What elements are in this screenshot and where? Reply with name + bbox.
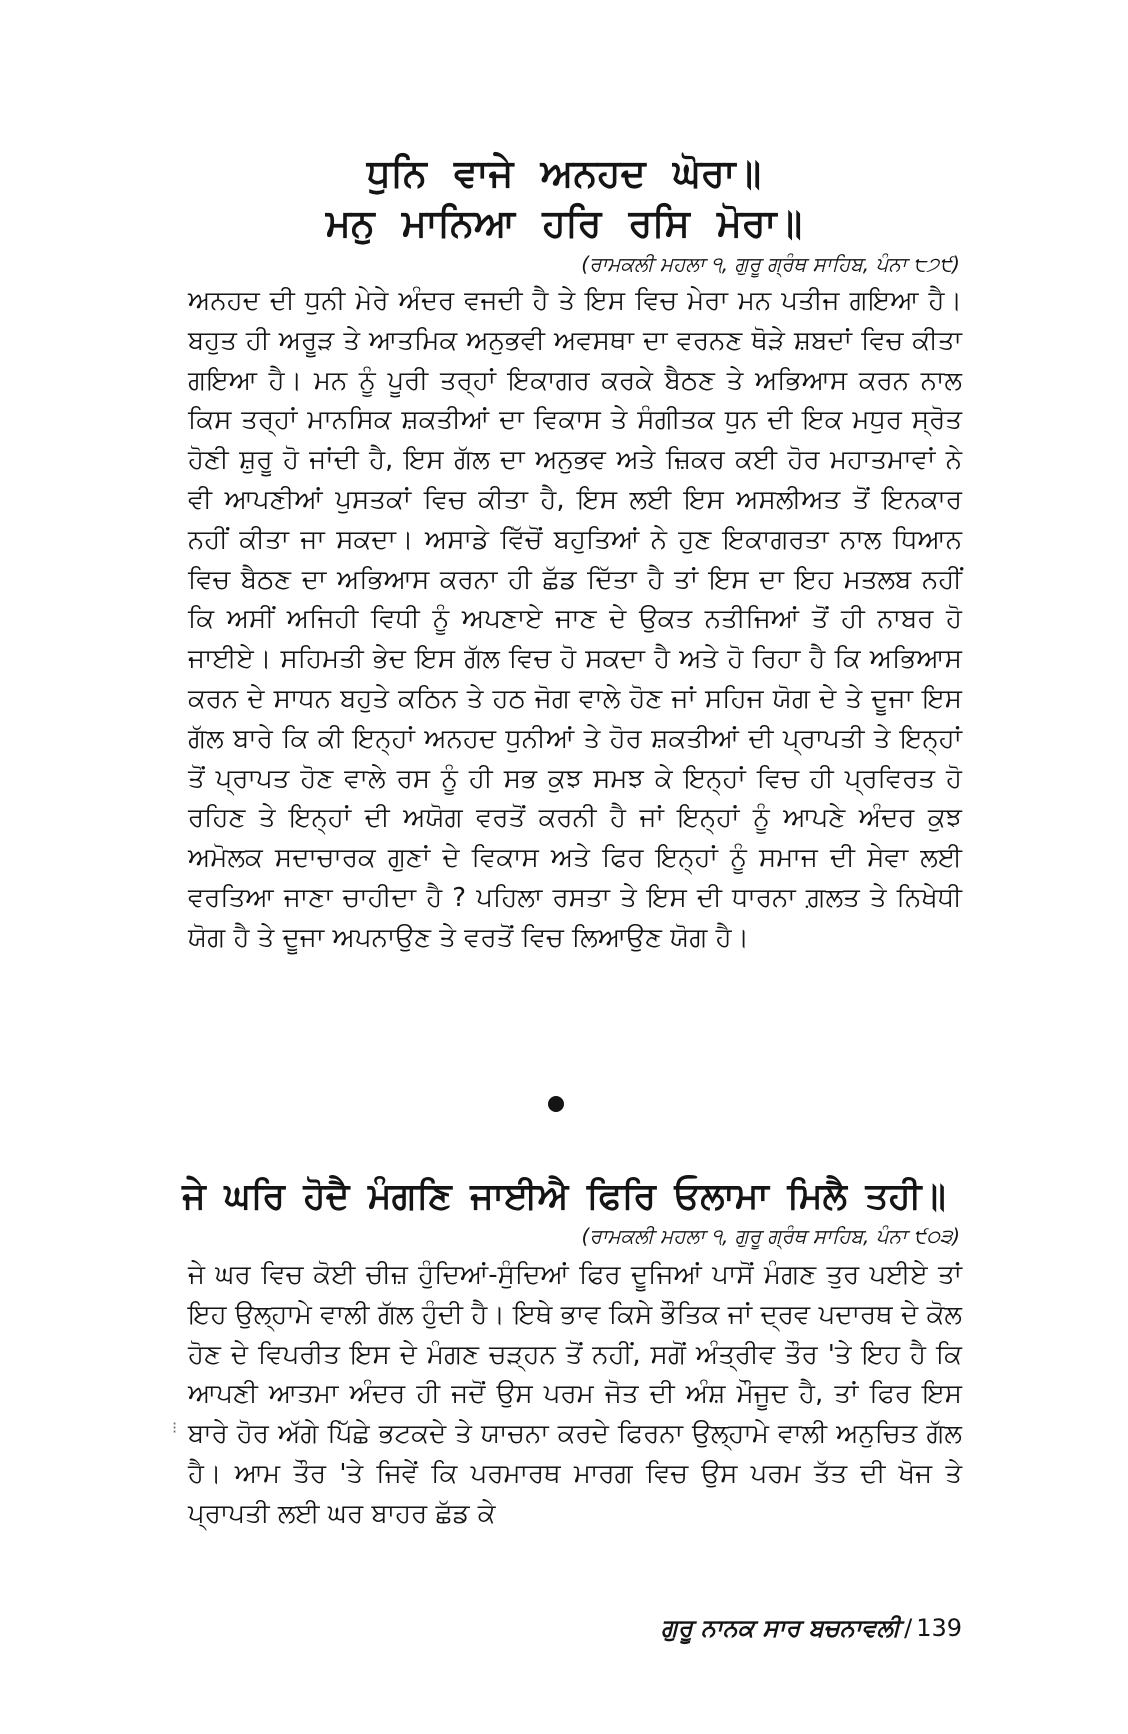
page-footer bbox=[661, 1612, 962, 1644]
verse-citation-2: (ਰਾਮਕਲੀ ਮਹਲਾ ੧, ਗੁਰੂ ਗ੍ਰੰਥ ਸਾਹਿਬ, ਪੰਨਾ ੯੦੩) bbox=[581, 1224, 960, 1248]
footer-book-title: ਗੁਰੂ ਨਾਨਕ ਸਾਰ ਬਚਨਾਵਲੀ bbox=[660, 1614, 901, 1642]
footer-separator: / bbox=[904, 1614, 913, 1642]
verse-line-2: ਮਨੁ ਮਾਨਿਆ ਹਰਿ ਰਸਿ ਮੋਰਾ॥ bbox=[325, 201, 803, 245]
margin-scan-mark-icon: ⁝ bbox=[172, 1418, 178, 1437]
verse-line-3: ਜੇ ਘਰਿ ਹੋਦੈ ਮੰਗਣਿ ਜਾਈਐ ਫਿਰਿ ਓਲਾਮਾ ਮਿਲੈ ਤਹੀ॥ bbox=[182, 1176, 946, 1217]
commentary-paragraph-1: ਅਨਹਦ ਦੀ ਧੁਨੀ ਮੇਰੇ ਅੰਦਰ ਵਜਦੀ ਹੈ ਤੇ ਇਸ ਵਿਚ ਮੇਰਾ ਮਨ ਪਤੀਜ ਗਇਆ ਹੈ। ਬਹੁਤ ਹੀ ਅਰੂੜ ਤੇ ਆਤਮਿਕ ਅਨੁਭਵੀ ਅਵਸਥਾ ਦਾ ਵਰਨਣ ਥੋੜੇ ਸ਼ਬਦਾਂ ਵਿਚ ਕੀਤਾ ਗਇਆ ਹੈ। ਮਨ ਨੂੰ ਪੂਰੀ ਤਰ੍ਹਾਂ ਇਕਾਗਰ ਕਰਕੇ ਬੈਠਣ ਤੇ ਅਭਿਆਸ ਕਰਨ ਨਾਲ ਕਿਸ ਤਰ੍ਹਾਂ ਮਾਨਸਿਕ ਸ਼ਕਤੀਆਂ ਦਾ ਵਿਕਾਸ ਤੇ ਸੰਗੀਤਕ ਧੁਨ ਦੀ ਇਕ ਮਧੁਰ ਸ੍ਰੋਤ ਹੋਣੀ ਸ਼ੁਰੂ ਹੋ ਜਾਂਦੀ ਹੈ, ਇਸ ਗੱਲ ਦਾ ਅਨੁਭਵ ਅਤੇ ਜ਼ਿਕਰ ਕਈ ਹੋਰ ਮਹਾਤਮਾਵਾਂ ਨੇ ਵੀ ਆਪਣੀਆਂ ਪੁਸਤਕਾਂ ਵਿਚ ਕੀਤਾ ਹੈ, ਇਸ ਲਈ ਇਸ ਅਸਲੀਅਤ ਤੋਂ ਇਨਕਾਰ ਨਹੀਂ ਕੀਤਾ ਜਾ ਸਕਦਾ। ਅਸਾਡੇ ਵਿੱਚੋਂ ਬਹੁਤਿਆਂ ਨੇ ਹੁਣ ਇਕਾਗਰਤਾ ਨਾਲ ਧਿਆਨ ਵਿਚ ਬੈਠਣ ਦਾ ਅਭਿਆਸ ਕਰਨਾ ਹੀ ਛੱਡ ਦਿੱਤਾ ਹੈ ਤਾਂ ਇਸ ਦਾ ਇਹ ਮਤਲਬ ਨਹੀਂ ਕਿ ਅਸੀਂ ਅਜਿਹੀ ਵਿਧੀ ਨੂੰ ਅਪਣਾਏ ਜਾਣ ਦੇ ਉਕਤ ਨਤੀਜਿਆਂ ਤੋਂ ਹੀ ਨਾਬਰ ਹੋ ਜਾਈਏ। ਸਹਿਮਤੀ ਭੇਦ ਇਸ ਗੱਲ ਵਿਚ ਹੋ ਸਕਦਾ ਹੈ ਅਤੇ ਹੋ ਰਿਹਾ ਹੈ ਕਿ ਅਭਿਆਸ ਕਰਨ ਦੇ ਸਾਧਨ ਬਹੁਤੇ ਕਠਿਨ ਤੇ ਹਠ ਜੋਗ ਵਾਲੇ ਹੋਣ ਜਾਂ ਸਹਿਜ ਯੋਗ ਦੇ ਤੇ ਦੂਜਾ ਇਸ ਗੱਲ ਬਾਰੇ ਕਿ ਕੀ ਇਨ੍ਹਾਂ ਅਨਹਦ ਧੁਨੀਆਂ ਤੇ ਹੋਰ ਸ਼ਕਤੀਆਂ ਦੀ ਪ੍ਰਾਪਤੀ ਤੇ ਇਨ੍ਹਾਂ ਤੋਂ ਪ੍ਰਾਪਤ ਹੋਣ ਵਾਲੇ ਰਸ ਨੂੰ ਹੀ ਸਭ ਕੁਝ ਸਮਝ ਕੇ ਇਨ੍ਹਾਂ ਵਿਚ ਹੀ ਪ੍ਰਵਿਰਤ ਹੋ ਰਹਿਣ ਤੇ ਇਨ੍ਹਾਂ ਦੀ ਅਯੋਗ ਵਰਤੋਂ ਕਰਨੀ ਹੈ ਜਾਂ ਇਨ੍ਹਾਂ ਨੂੰ ਆਪਣੇ ਅੰਦਰ ਕੁਝ ਅਮੋਲਕ ਸਦਾਚਾਰਕ ਗੁਣਾਂ ਦੇ ਵਿਕਾਸ ਅਤੇ ਫਿਰ ਇਨ੍ਹਾਂ ਨੂੰ ਸਮਾਜ ਦੀ ਸੇਵਾ ਲਈ ਵਰਤਿਆ ਜਾਣਾ ਚਾਹੀਦਾ ਹੈ ? ਪਹਿਲਾ ਰਸਤਾ ਤੇ ਇਸ ਦੀ ਧਾਰਨਾ ਗ਼ਲਤ ਤੇ ਨਿਖੇਧੀ ਯੋਗ ਹੈ ਤੇ ਦੂਜਾ ਅਪਨਾਉਣ ਤੇ ਵਰਤੋਂ ਵਿਚ ਲਿਆਉਣ ਯੋਗ ਹੈ। bbox=[188, 286, 962, 953]
verse-citation-1: (ਰਾਮਕਲੀ ਮਹਲਾ ੧, ਗੁਰੂ ਗ੍ਰੰਥ ਸਾਹਿਬ, ਪੰਨਾ ੮੭੯) bbox=[581, 252, 960, 276]
commentary-paragraph-2: ਜੇ ਘਰ ਵਿਚ ਕੋਈ ਚੀਜ਼ ਹੁੰਦਿਆਂ-ਸੁੰਦਿਆਂ ਫਿਰ ਦੂਜਿਆਂ ਪਾਸੋਂ ਮੰਗਣ ਤੁਰ ਪਈਏ ਤਾਂ ਇਹ ਉਲ੍ਹਾਮੇ ਵਾਲੀ ਗੱਲ ਹੁੰਦੀ ਹੈ। ਇਥੇ ਭਾਵ ਕਿਸੇ ਭੌਤਿਕ ਜਾਂ ਦ੍ਰਵ ਪਦਾਰਥ ਦੇ ਕੋਲ ਹੋਣ ਦੇ ਵਿਪਰੀਤ ਇਸ ਦੇ ਮੰਗਣ ਚੜ੍ਹਨ ਤੋਂ ਨਹੀਂ, ਸਗੋਂ ਅੰਤ੍ਰੀਵ ਤੌਰ 'ਤੇ ਇਹ ਹੈ ਕਿ ਆਪਣੀ ਆਤਮਾ ਅੰਦਰ ਹੀ ਜਦੋਂ ਉਸ ਪਰਮ ਜੋਤ ਦੀ ਅੰਸ਼ ਮੌਜੂਦ ਹੈ, ਤਾਂ ਫਿਰ ਇਸ ਬਾਰੇ ਹੋਰ ਅੱਗੇ ਪਿੱਛੇ ਭਟਕਦੇ ਤੇ ਯਾਚਨਾ ਕਰਦੇ ਫਿਰਨਾ ਉਲ੍ਹਾਮੇ ਵਾਲੀ ਅਨੁਚਿਤ ਗੱਲ ਹੈ। ਆਮ ਤੌਰ 'ਤੇ ਜਿਵੇਂ ਕਿ ਪਰਮਾਰਥ ਮਾਰਗ ਵਿਚ ਉਸ ਪਰਮ ਤੱਤ ਦੀ ਖੋਜ ਤੇ ਪ੍ਰਾਪਤੀ ਲਈ ਘਰ ਬਾਹਰ ਛੱਡ ਕੇ bbox=[188, 1260, 962, 1529]
section-divider-bullet-icon bbox=[548, 1096, 564, 1112]
page-number: 139 bbox=[916, 1614, 962, 1642]
verse-line-1: ਧੁਨਿ ਵਾਜੇ ਅਨਹਦ ਘੋਰਾ॥ bbox=[366, 151, 762, 195]
